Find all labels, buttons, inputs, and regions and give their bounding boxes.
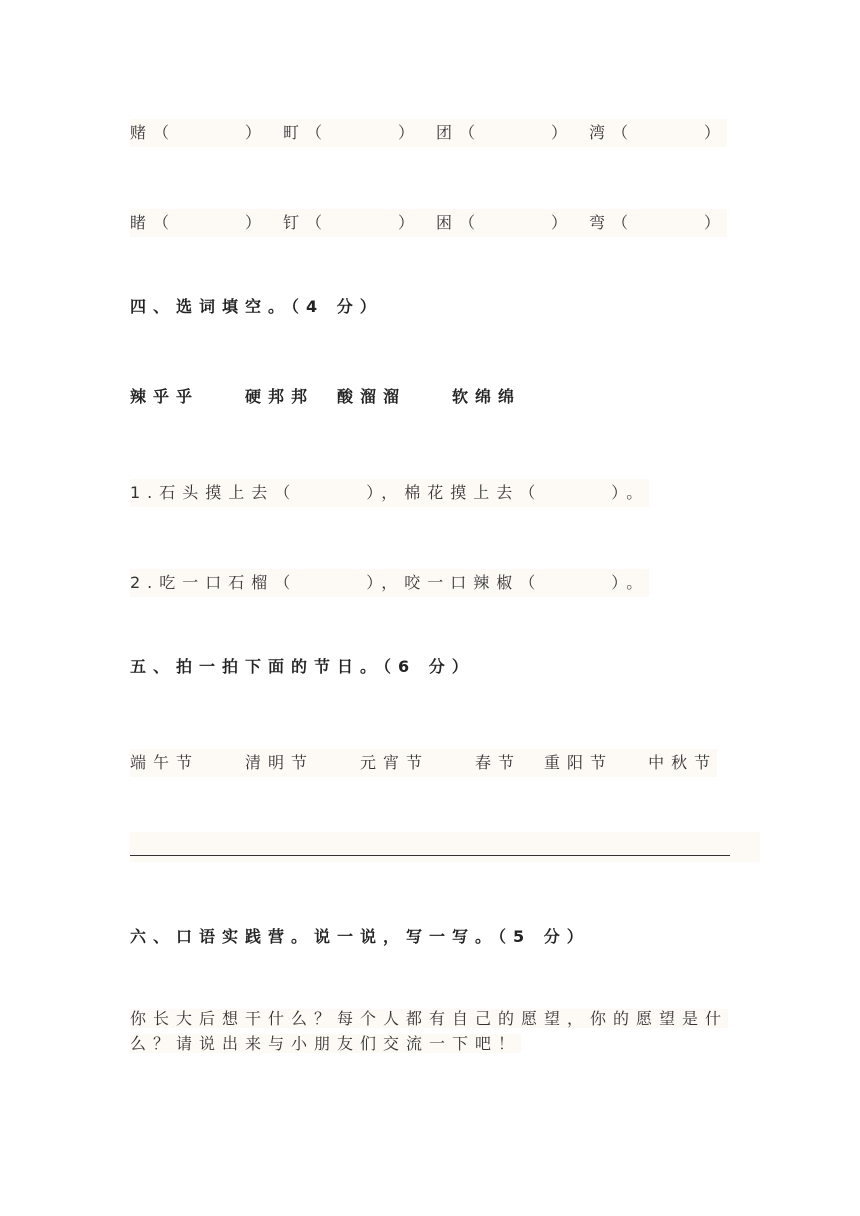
prompt-paragraph [130, 1006, 730, 1056]
section-4-title: 四、选词填空。（4 分） [130, 297, 383, 316]
answer-area [130, 832, 760, 862]
char-row-1: 赌（ ） 町（ ） 团（ ） 湾（ ） [130, 119, 727, 147]
question-1: 1.石头摸上去（ ），棉花摸上去（ ）。 [130, 479, 649, 507]
word-options: 辣乎乎 硬邦邦 酸溜溜 软绵绵 [130, 387, 522, 406]
question-2: 2.吃一口石榴（ ），咬一口辣椒（ ）。 [130, 569, 649, 597]
prompt-line-1: 你长大后想干什么？每个人都有自己的愿望，你的愿望是什 [130, 1009, 729, 1028]
answer-line [130, 855, 730, 856]
section-5-title: 五、拍一拍下面的节日。（6 分） [130, 657, 475, 676]
section-6-title: 六、口语实践营。说一说，写一写。（5 分） [130, 927, 590, 946]
char-row-2: 睹（ ） 钉（ ） 困（ ） 弯（ ） [130, 209, 727, 237]
prompt-line-2: 么？请说出来与小朋友们交流一下吧！ [130, 1034, 522, 1053]
festival-list: 端午节 清明节 元宵节 春节 重阳节 中秋节 [130, 749, 717, 777]
